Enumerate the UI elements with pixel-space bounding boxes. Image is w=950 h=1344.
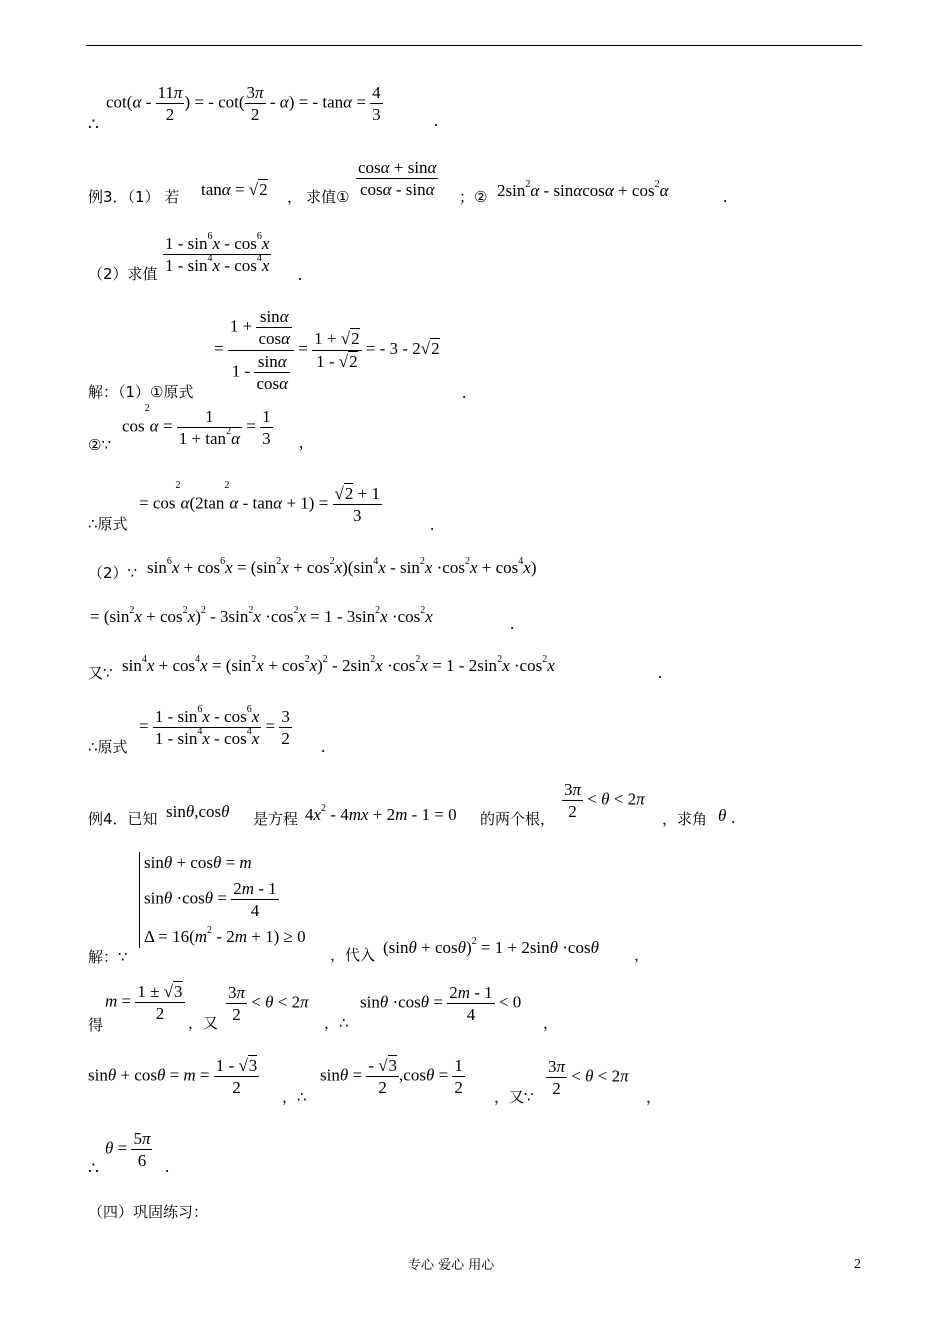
part-2-label: （2）求值: [88, 265, 158, 283]
period: .: [430, 515, 435, 534]
sum-value: sinθ + cosθ = m = $\frac{1 - √3}{2}$: [88, 1056, 258, 1098]
footer-motto: 专心 爱心 用心: [408, 1258, 495, 1273]
comma: ，: [543, 1014, 559, 1032]
comma-therefore: ，∴: [282, 1088, 307, 1106]
semicolon-2: ；②: [459, 188, 488, 206]
part-2-because: （2）∵: [88, 564, 138, 582]
comma: ，: [287, 188, 303, 206]
sin-cos-theta: sinθ,cosθ: [166, 802, 230, 821]
period: .: [321, 737, 326, 756]
header-rule: [86, 45, 862, 46]
identity-expansion: $\sin^6x + \cos^6x = (\sin^2x + \cos^2x)(\sin^4x - \sin^2x \cdot\cos^2x + \cos^4x)$: [147, 556, 537, 577]
page-number: 2: [854, 1257, 861, 1272]
original-ratio-result: = $\frac{1 - \sin^6x - \cos^6x}{1 - \sin^4x - \cos^4x}$ = $\frac{3}{2}$: [139, 704, 290, 749]
period: .: [723, 187, 728, 206]
product-negative: sinθ ·cosθ = $\frac{2m - 1}{4}$ < 0: [360, 983, 522, 1025]
period: .: [658, 663, 663, 682]
step-2-because: ②∵: [88, 436, 111, 454]
theta-range: $\frac{3\pi}{2}$ < θ < 2π: [564, 780, 645, 822]
get-label: 得: [88, 1016, 104, 1034]
identity-simplified: = $(\sin^2x + \cos^2x)^2 - 3\sin^2x \cdot\cos^2x = 1 - 3\sin^2x \cdot\cos^2x$: [90, 605, 433, 626]
solution-because: 解：∵: [88, 948, 128, 966]
example-4-label: 例4．已知: [88, 810, 158, 828]
solution-1-expression: = 1 + $\frac{\sin\alpha}{\cos\alpha}$ 1 - $\frac{\sin\alpha}{\cos\alpha}$ = $\frac{1 + √2}{1 - √2}$ = - 3 - 2√2: [214, 307, 440, 393]
top-equation: cot(α - $\frac{11\pi}{2}$ ) = - cot( $\frac{3\pi}{2}$ - α) = - tanα = $\frac{4}{3}$: [106, 83, 381, 125]
comma: ,: [299, 433, 304, 452]
again-because: 又∵: [88, 664, 113, 682]
comma: ，: [646, 1088, 662, 1106]
square-identity: $(\sin\theta + \cos\theta)^2 = 1 + 2\sin\theta \cdot\cos\theta$: [383, 936, 599, 957]
expression-2: $2\sin^2\alpha - \sin\alpha\cos\alpha + \cos^2\alpha$: [497, 179, 669, 200]
cos-squared-expression: $\cos^2\alpha$ = $\frac{1}{1 + \tan^2\alpha}$ = $\frac{1}{3}$: [122, 403, 271, 449]
theta-range-3: $\frac{3\pi}{2}$ < θ < 2π: [548, 1057, 629, 1099]
original-label-2: ∴原式: [88, 738, 128, 756]
sin-cos-values: sinθ = $\frac{- √3}{2}$ ,cosθ = $\frac{1}{2}$: [320, 1056, 463, 1098]
therefore-symbol: ∴: [88, 115, 99, 134]
period: .: [462, 383, 467, 402]
substitute-text: ，代入: [330, 946, 376, 964]
theta-answer: θ = $\frac{5\pi}{6}$: [105, 1129, 151, 1171]
section-heading: （四）巩固练习：: [88, 1203, 209, 1221]
find-angle: ，求角: [662, 810, 708, 828]
period: .: [434, 111, 439, 130]
therefore-symbol: ∴: [88, 1159, 99, 1178]
equation-system: sinθ + cosθ = m sinθ ·cosθ = $\frac{2m - 1}{4}$ $\Delta = 16(m^2 - 2m + 1) \ge 0$: [139, 852, 306, 948]
fourth-power-identity: $\sin^4x + \cos^4x = (\sin^2x + \cos^2x)^2 - 2\sin^2x \cdot\cos^2x = 1 - 2\sin^2x \cdot\cos^2x$: [122, 654, 555, 675]
therefore-text: ，∴: [324, 1014, 349, 1032]
tan-condition: tanα = √2: [201, 180, 268, 199]
m-value: m = $\frac{1 \pm √3}{2}$: [105, 982, 183, 1024]
original-label: ∴原式: [88, 515, 128, 533]
period: .: [165, 1157, 170, 1176]
and-again: ，又: [188, 1014, 219, 1032]
part-2-expression: $\frac{1 - \sin^6x - \cos^6x}{1 - \sin^4x - \cos^4x}$: [165, 231, 270, 276]
period: .: [298, 265, 303, 284]
ratio-expression: $\frac{\cos\alpha + \sin\alpha}{\cos\alpha - \sin\alpha}$: [358, 158, 437, 200]
find-value-1: 求值①: [306, 188, 350, 206]
two-roots-text: 的两个根，: [480, 810, 556, 828]
comma: ，: [634, 946, 650, 964]
period: .: [510, 614, 515, 633]
original-equals-expression: = $\cos^2\alpha(2\tan^2\alpha - \tan\alpha + 1)$ = $\frac{√2 + 1}{3}$: [139, 480, 380, 526]
is-root-of: 是方程: [253, 810, 299, 828]
again-because-2: ，又∵: [494, 1088, 534, 1106]
quadratic-equation: $4x^2 - 4mx + 2m - 1 = 0$: [305, 803, 457, 824]
theta-symbol: θ: [718, 806, 727, 825]
period: .: [731, 808, 736, 827]
example-3-label: 例3．（1） 若: [88, 188, 180, 206]
theta-range-2: $\frac{3\pi}{2}$ < θ < 2π: [228, 983, 309, 1025]
solution-label: 解：（1）①原式: [88, 383, 194, 401]
